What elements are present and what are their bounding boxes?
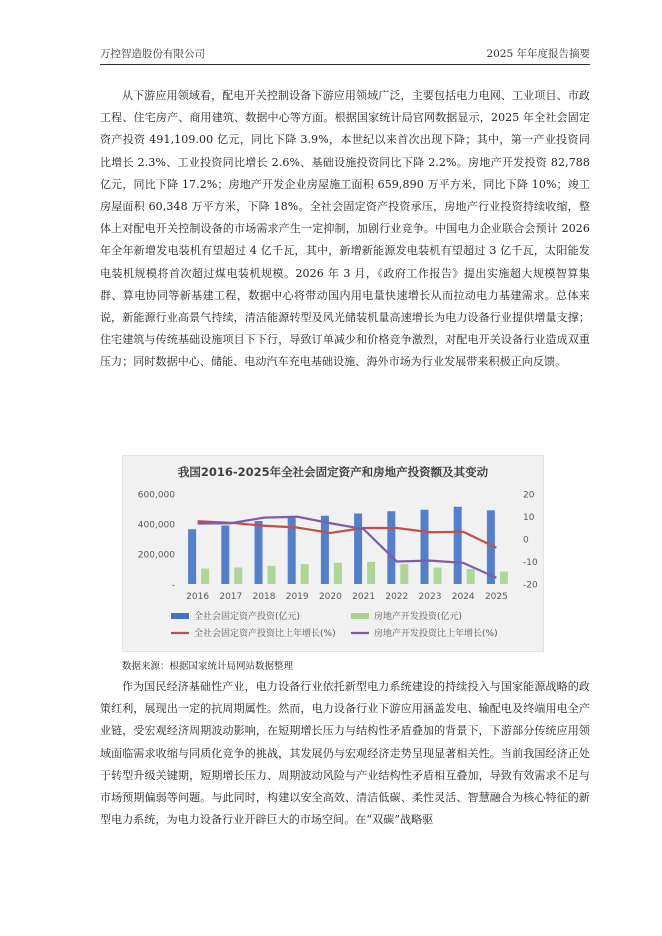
x-axis-tick-label: 2017 (219, 592, 243, 602)
real-estate-investment-bar (500, 572, 508, 584)
x-axis-tick-label: 2024 (451, 592, 475, 602)
investment-chart (122, 455, 544, 652)
real-estate-investment-bar (467, 569, 475, 584)
page-header (100, 46, 590, 61)
x-axis-tick-label: 2016 (186, 592, 210, 602)
body-paragraph-1: 从下游应用领域看，配电开关控制设备下游应用领域广泛，主要包括电力电网、工业项目、市政工程、住宅房产、商用建筑、数据中心等方面。根据国家统计局官网数据显示，2025 年全社会固定资产投资 491,109.00 亿元，同比下降 3.9%，本世纪以来首次出现下降；其中，第一产业投资同比增长 2.3%、工业投资同比增长 2.6%、基础设施投资同比下降 2.2%。房地产开发投资 82,788 亿元，同比下降 17.2%；房地产开发企业房屋施工面积 659,890 万平方米，同比下降 10%；竣工房屋面积 60,348 万平方米，下降 18%。全社会固定资产投资承压，房地产行业投资持续收缩，整体上对配电开关控制设备的市场需求产生一定抑制，加剧行业竞争。中国电力企业联合会预计 2026 年全年新增发电装机有望超过 4 亿千瓦，其中，新增新能源发电装机有望超过 3 亿千瓦，太阳能发电装机规模将首次超过煤电装机规模。2026 年 3 月，《政府工作报告》提出实施超大规模智算集群、算电协同等新基建工程，数据中心将带动国内用电量快速增长从而拉动电力基建需求。总体来说，新能源行业高景气持续，清洁能源转型及风光储装机量高速增长为电力设备行业提供增量支撑；住宅建筑与传统基础设施项目下下行，导致订单减少和价格竞争激烈，对配电开关设备行业造成双重压力；同时数据中心、储能、电动汽车充电基础设施、海外市场为行业发展带来积极正向反馈。 (100, 89, 590, 369)
chart-title: 我国2016-2025年全社会固定资产和房地产投资额及其变动 (177, 465, 489, 479)
real-estate-growth-line (198, 517, 497, 578)
x-axis-tick-label: 2025 (484, 592, 508, 602)
real-estate-investment-bar (234, 568, 242, 585)
left-axis-tick-label: 600,000 (137, 490, 175, 501)
x-axis-tick-label: 2022 (385, 592, 409, 602)
left-axis-tick-label: - (171, 580, 175, 591)
fixed-asset-investment-bar (454, 507, 462, 584)
fixed-asset-investment-bar (387, 511, 395, 584)
real-estate-investment-bar (201, 569, 209, 584)
real-estate-investment-bar (334, 563, 342, 584)
x-axis-tick-label: 2021 (352, 592, 376, 602)
real-estate-investment-bar (434, 568, 442, 585)
chart-svg (123, 456, 543, 651)
real-estate-investment-bar (367, 562, 375, 584)
fixed-asset-investment-bar (255, 521, 263, 584)
right-axis-tick-label: -20 (523, 580, 538, 591)
legend-label: 全社会固定资产投资(亿元) (194, 612, 301, 622)
body-paragraph-2: 作为国民经济基础性产业，电力设备行业依托新型电力系统建设的持续投入与国家能源战略的政策红利，展现出一定的抗周期属性。然而，电力设备行业下游应用涵盖发电、输配电及终端用电全产业链，受宏观经济周期波动影响，在短期增长压力与结构性矛盾叠加的背景下，下游部分传统应用领域面临需求收缩与同质化竞争的挑战，其发展仍与宏观经济走势呈现显著相关性。当前我国经济正处于转型升级关键期，短期增长压力、周期波动风险与产业结构性矛盾相互叠加，导致有效需求不足与市场预期偏弱等问题。与此同时，构建以安全高效、清洁低碳、柔性灵活、智慧融合为核心特征的新型电力系统，为电力设备行业开辟巨大的市场空间。在“双碳”战略驱 (100, 680, 590, 827)
legend-label: 房地产开发投资比上年增长(%) (374, 629, 498, 639)
fixed-asset-investment-bar (188, 529, 196, 584)
fixed-asset-investment-bar (354, 514, 362, 585)
real-estate-investment-bar (400, 564, 408, 584)
fixed-asset-investment-bar (421, 510, 429, 584)
fixed-asset-investment-bar (321, 516, 329, 584)
right-axis-tick-label: 10 (523, 513, 535, 523)
report-title: 2025 年年度报告摘要 (486, 48, 590, 60)
legend-swatch (351, 613, 369, 619)
legend-swatch (171, 613, 189, 619)
company-name: 万控智造股份有限公司 (100, 48, 205, 60)
header-divider (100, 64, 590, 65)
legend-label: 房地产开发投资(亿元) (374, 612, 463, 622)
legend-label: 全社会固定资产投资比上年增长(%) (194, 629, 336, 639)
left-axis-tick-label: 400,000 (137, 520, 175, 531)
x-axis-tick-label: 2018 (252, 592, 276, 602)
right-axis-tick-label: 0 (523, 535, 529, 546)
right-axis-tick-label: 20 (523, 490, 535, 501)
x-axis-tick-label: 2020 (318, 592, 342, 602)
real-estate-investment-bar (301, 564, 309, 584)
chart-caption: 数据来源：根据国家统计局网站数据整理 (122, 661, 294, 672)
fixed-asset-investment-bar (221, 526, 229, 585)
left-axis-tick-label: 200,000 (137, 550, 175, 561)
x-axis-tick-label: 2023 (418, 592, 442, 602)
right-axis-tick-label: -10 (523, 558, 538, 568)
real-estate-investment-bar (268, 566, 276, 584)
x-axis-tick-label: 2019 (285, 592, 309, 602)
